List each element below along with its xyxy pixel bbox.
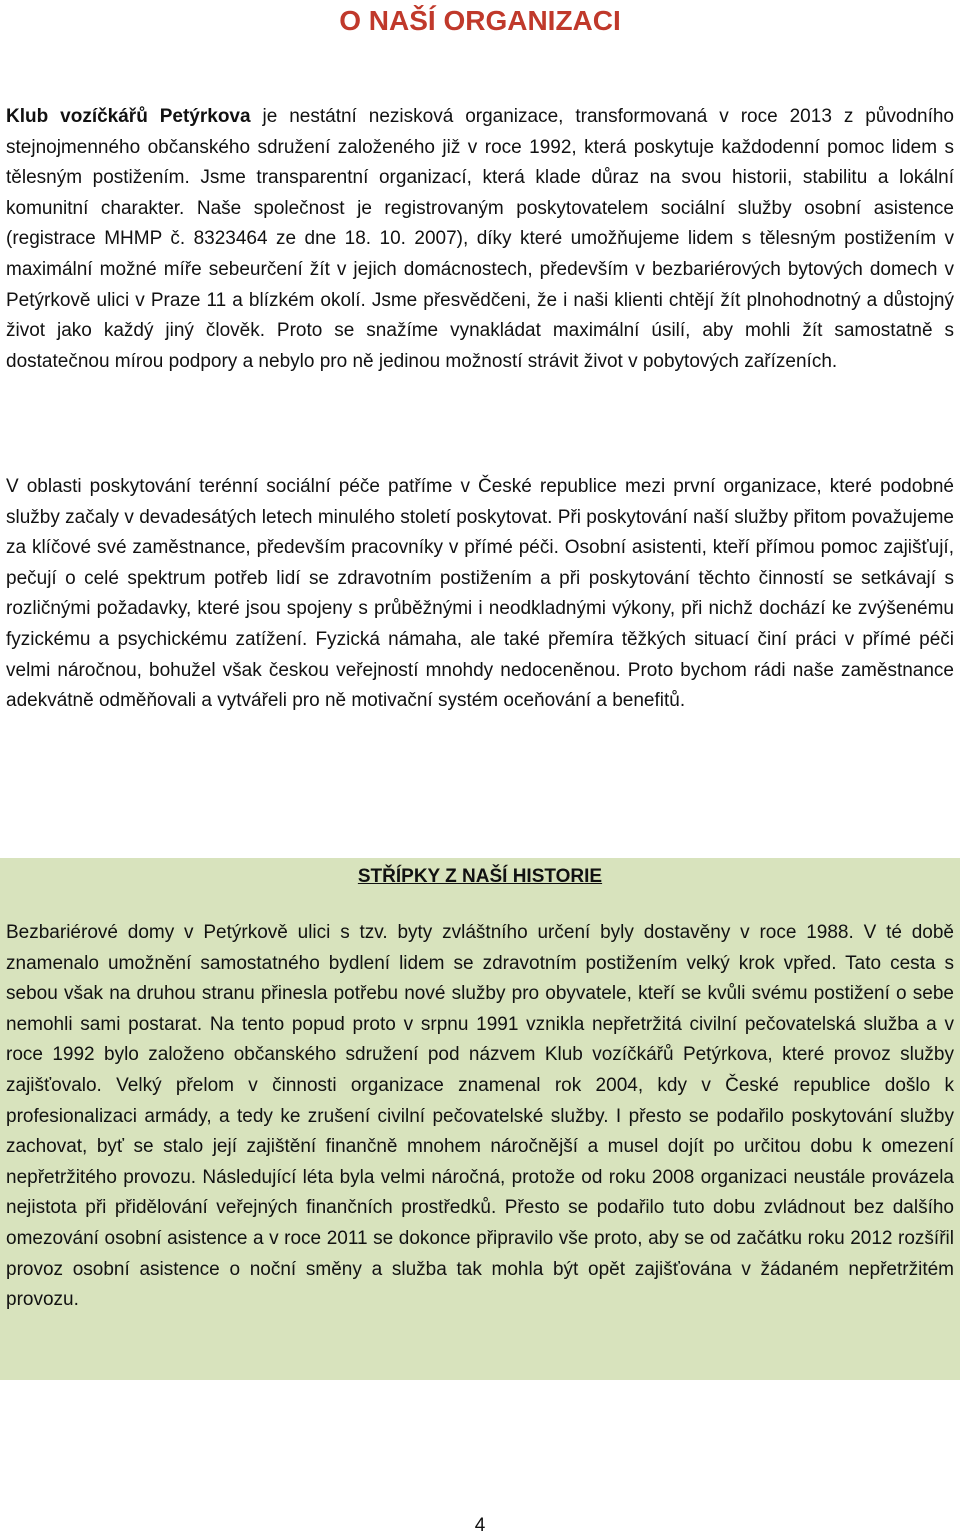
care-paragraph: V oblasti poskytování terénní sociální péče patříme v České republice mezi první organizace, které podobné služby začaly v devadesátých letech minulého století poskytovat. Při poskytování naší služby přitom považujeme za klíčové své zaměstnance, především pracovníky v přímé péči. Osobní asistenti, kteří přímou pomoc zajišťují, pečují o celé spektrum potřeb lidí se zdravotním postižením a při poskytování těchto činností se setkávají s rozličnými požadavky, které jsou spojeny s průběžnými i neodkladnými výkony, při nichž dochází ke zvýšenému fyzickému a psychickému zatížení. Fyzická námaha, ale také přemíra těžkých situací činí práci v přímé péči velmi náročnou, bohužel však českou veřejností mnohdy nedoceněnou. Proto bychom rádi naše zaměstnance adekvátně odměňovali a vytvářeli pro ně motivační systém oceňování a benefitů. [6,476,954,712]
page-number: 4 [474,1515,486,1536]
intro-paragraph [6,102,954,377]
intro-text: je nestátní nezisková organizace, transformovaná v roce 2013 z původního stejnojmenného občanského sdružení založeného již v roce 1992, která poskytuje každodenní pomoc lidem s tělesným postižením. Jsme transparentní organizací, která klade důraz na svou historii, stabilitu a lokální komunitní charakter. Naše společnost je registrovaným poskytovatelem sociální služby osobní asistence (registrace MHMP č. 8323464 ze dne 18. 10. 2007), díky které umožňujeme lidem s tělesným postižením v maximální možné míře sebeurčení žít v jejich domácnostech, především v bezbariérových bytových domech v Petýrkově ulici v Praze 11 a blízkém okolí. Jsme přesvědčeni, že i naši klienti chtějí žít plnohodnotný a důstojný život jako každý jiný člověk. Proto se snažíme vynakládat maximální úsilí, aby mohli žít samostatně s dostatečnou mírou podpory a nebylo pro ně jedinou možností strávit život v pobytových zařízeních. [6,106,954,372]
organization-name: Klub vozíčkářů Petýrkova [6,106,251,127]
history-paragraph: Bezbariérové domy v Petýrkově ulici s tzv. byty zvláštního určení byly dostavěny v roce 1988. V té době znamenalo umožnění samostatného bydlení lidem se zdravotním postižením velký krok vpřed. Tato cesta s sebou však na druhou stranu přinesla potřebu nové služby pro obyvatele, kteří se kvůli svému postižení o sebe nemohli sami postarat. Na tento popud proto v srpnu 1991 vznikla nepřetržitá civilní pečovatelská služba a v roce 1992 bylo založeno občanského sdružení pod názvem Klub vozíčkářů Petýrkova, které provoz služby zajišťovalo. Velký přelom v činnosti organizace znamenal rok 2004, kdy v České republice došlo k profesionalizaci armády, a tedy ke zrušení civilní pečovatelské služby. I přesto se podařilo poskytování služby zachovat, byť se stalo její zajištění finančně mnohem náročnější a musel dojít po určitou dobu k omezení nepřetržitého provozu. Následující léta byla velmi náročná, protože od roku 2008 organizaci neustále provázela nejistota při přidělování veřejných finančních prostředků. Přesto se podařilo tuto dobu zvládnout bez dalšího omezování osobní asistence a v roce 2011 se dokonce připravilo vše proto, aby se od začátku roku 2012 rozšířil provoz osobní asistence o noční směny a služba tak mohla být opět zajišťována v žádaném nepřetržitém provozu. [6,922,954,1311]
page-title: O NAŠÍ ORGANIZACI [339,5,621,36]
history-heading: STŘÍPKY Z NAŠÍ HISTORIE [357,866,603,887]
